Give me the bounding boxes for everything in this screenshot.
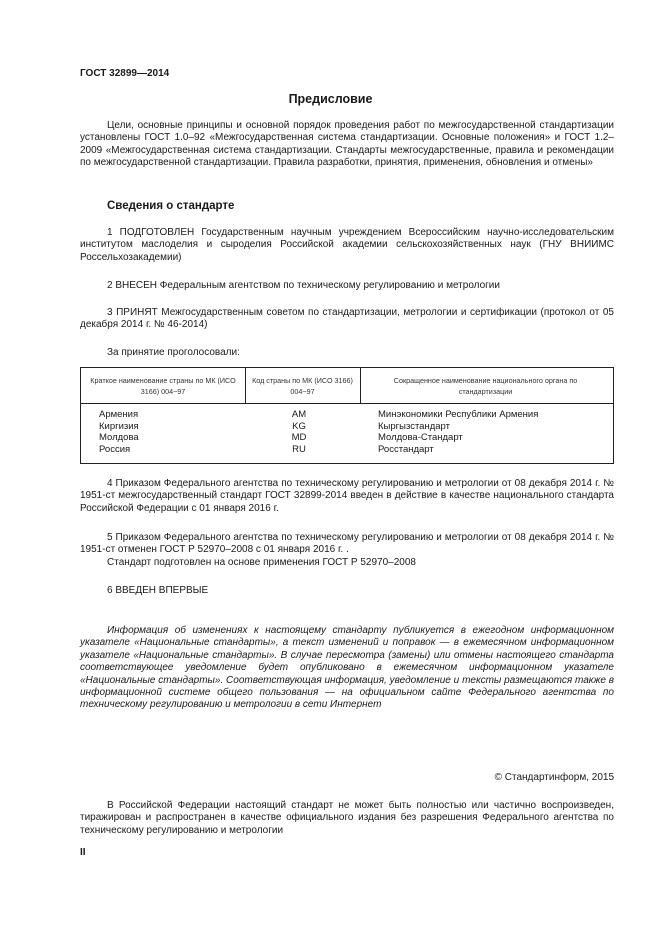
- country-name: Молдова: [99, 432, 139, 443]
- table-row: [81, 432, 613, 444]
- country-code: RU: [292, 443, 306, 455]
- foreword-title: Предисловие: [288, 92, 373, 106]
- info-item-4: 4 Приказом Федерального агентства по техническому регулированию и метрологии от 08 декабря 2014 г. № 1951-ст межгосударственный стандарт ГОСТ 32899-2014 введен в действие в качестве национального стандарта Российской Федерации с 01 января 2016 г.: [80, 478, 614, 514]
- voting-table-body: [81, 409, 613, 455]
- standards-body: Молдова-Стандарт: [378, 432, 463, 443]
- table-row: [81, 409, 613, 421]
- country-code: KG: [292, 420, 306, 432]
- column-header-code: Код страны по МК (ИСО 3166) 004−97: [252, 375, 353, 396]
- column-header-body: Сокращенное наименование национального органа по стандартизации: [393, 375, 578, 396]
- table-row: [81, 421, 613, 433]
- column-header-country: Краткое наименование страны по МК (ИСО 3166) 004−97: [90, 375, 236, 396]
- voting-table: [80, 367, 614, 464]
- country-name: Киргизия: [99, 420, 139, 432]
- changes-notice: Информация об изменениях к настоящему стандарту публикуется в ежегодном информационном указателе «Национальные стандарты», а текст изменений и поправок — в ежемесячном информационном указателе «Национальные стандарты». В случае пересмотра (замены) или отмены настоящего стандарта соответствующее уведомление будет опубликовано в ежемесячном информационном указателе «Национальные стандарты». Соответствующая информация, уведомление и тексты размещаются также в информационной системе общего пользования — на официальном сайте Федерального агентства по техническому регулированию и метрологии в сети Интернет: [80, 625, 614, 711]
- info-item-5-note: Стандарт подготовлен на основе применения ГОСТ Р 52970–2008: [107, 557, 416, 568]
- voting-table-header: [81, 368, 613, 404]
- country-name: Россия: [99, 443, 131, 455]
- document-code: ГОСТ 32899—2014: [80, 68, 170, 79]
- standards-body: Росстандарт: [378, 443, 434, 455]
- info-item-2: 2 ВНЕСЕН Федеральным агентством по техническому регулированию и метрологии: [107, 280, 500, 291]
- table-row: [81, 444, 613, 456]
- country-name: Армения: [99, 409, 139, 420]
- voted-label: За принятие проголосовали:: [107, 347, 240, 358]
- foreword-text: Цели, основные принципы и основной порядок проведения работ по межгосударственной стандартизации установлены ГОСТ 1.0–92 «Межгосударственная система стандартизации. Основные положения» и ГОСТ 1.2–2009 «Межгосударственная система стандартизации. Стандарты межгосударственные, правила и рекомендации по межгосударственной стандартизации. Правила разработки, принятия, применения, обновления и отмены»: [80, 120, 614, 169]
- standards-body: Кыргызстандарт: [378, 420, 450, 432]
- info-item-6: 6 ВВЕДЕН ВПЕРВЫЕ: [107, 585, 209, 596]
- info-item-5: 5 Приказом Федерального агентства по техническому регулированию и метрологии от 08 декабря 2014 г. № 1951-ст отменен ГОСТ Р 52970–2008 с 01 января 2016 г. .: [80, 532, 614, 556]
- reproduction-notice: В Российской Федерации настоящий стандарт не может быть полностью или частично воспроизведен, тиражирован и распространен в качестве официального издания без разрешения Федерального агентства по техническому регулированию и метрологии: [80, 800, 614, 836]
- page-number: II: [80, 847, 86, 858]
- info-item-3: 3 ПРИНЯТ Межгосударственным советом по стандартизации, метрологии и сертификации (протокол от 05 декабря 2014 г. № 46-2014): [80, 307, 614, 331]
- country-code: MD: [291, 432, 307, 443]
- standards-body: Минэкономики Республики Армения: [378, 409, 539, 420]
- column-divider: [360, 368, 361, 403]
- info-section-title: Сведения о стандарте: [107, 200, 235, 212]
- country-code: AM: [291, 409, 307, 420]
- info-item-1: 1 ПОДГОТОВЛЕН Государственным научным учреждением Всероссийским научно-исследовательским институтом маслоделия и сыроделия Российской академии сельскохозяйственных наук (ГНУ ВНИИМС Россельхозакадемии): [80, 227, 614, 263]
- copyright-notice: © Стандартинформ, 2015: [494, 772, 614, 783]
